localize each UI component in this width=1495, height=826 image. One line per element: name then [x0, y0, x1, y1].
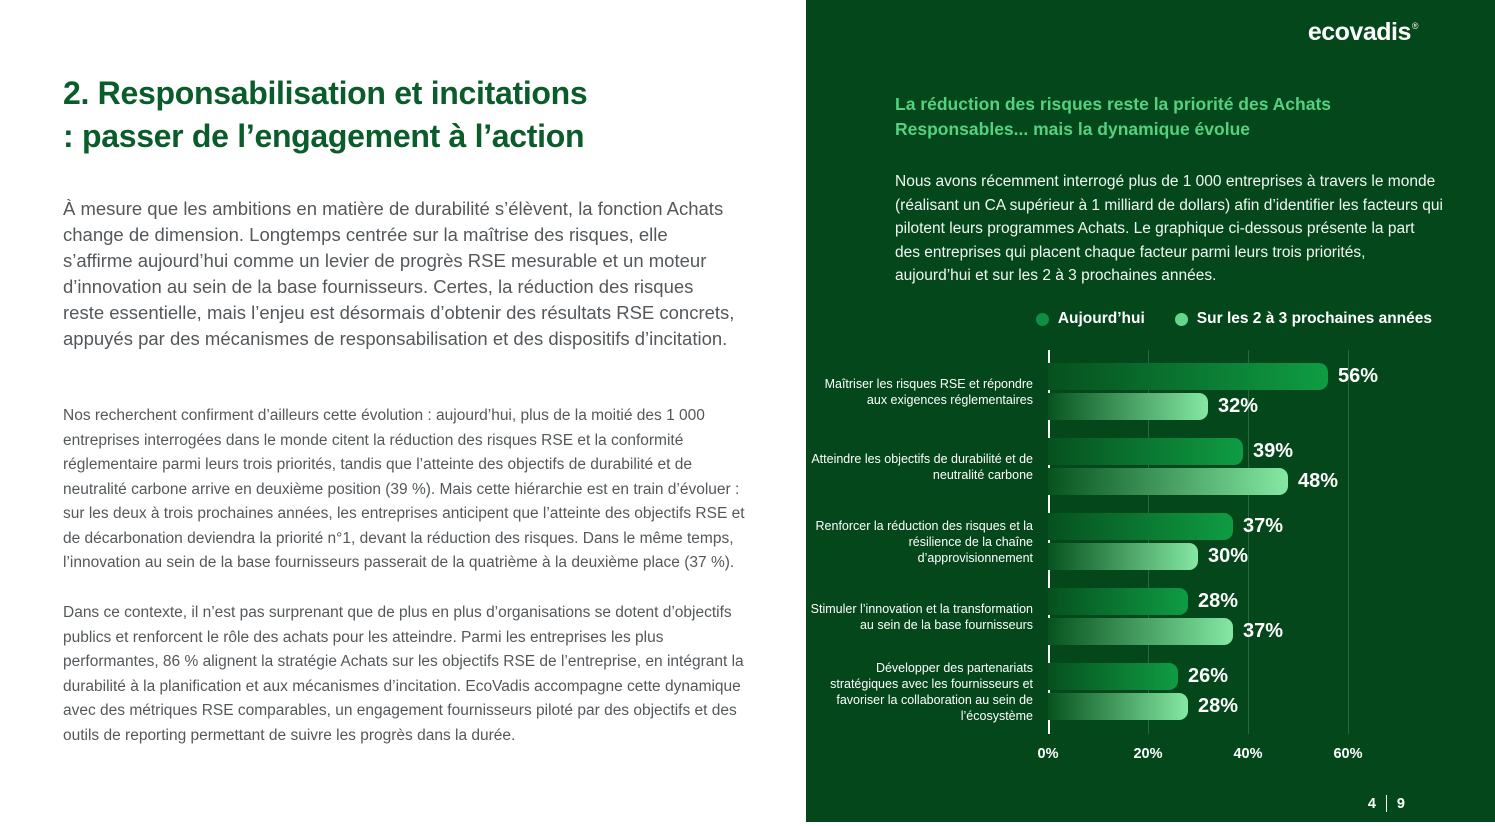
chart-row — [806, 654, 1495, 729]
bar-value-label: 28% — [1198, 590, 1239, 612]
page-number: 9 — [1396, 795, 1405, 812]
bar-line — [1048, 513, 1495, 540]
bar-value-label: 37% — [1243, 620, 1284, 642]
bar-today — [1048, 513, 1233, 540]
category-label: Maîtriser les risques RSE et répondre aux exigences réglementaires — [824, 376, 1033, 407]
bar-future — [1048, 543, 1198, 570]
page-title-line2: : passer de l’engagement à l’action — [63, 118, 585, 154]
footer-divider — [1386, 795, 1387, 812]
bar-today — [1048, 663, 1178, 690]
category-label: Stimuler l’innovation et la transformation au sein de la base fournisseurs — [810, 601, 1033, 632]
bar-line — [1048, 543, 1495, 570]
bar-value-label: 26% — [1188, 665, 1229, 687]
category-label: Atteindre les objectifs de durabilité et de neutralité carbone — [811, 451, 1033, 482]
bar-value-label: 28% — [1198, 695, 1239, 717]
x-tick-label: 0% — [1037, 746, 1059, 762]
bar-future — [1048, 618, 1233, 645]
section-number: 4 — [1367, 795, 1376, 812]
bar-value-label: 56% — [1338, 365, 1379, 387]
chart-row — [806, 429, 1495, 504]
category-label: Renforcer la réduction des risques et la résilience de la chaîne d’approvisionnement — [815, 518, 1033, 565]
chart-row — [806, 354, 1495, 429]
page-footer — [1368, 795, 1405, 812]
x-tick-label: 60% — [1333, 746, 1363, 762]
bar-pair — [1048, 438, 1495, 495]
bar-pair — [1048, 363, 1495, 420]
bar-pair — [1048, 513, 1495, 570]
ecovadis-logo-text: ecovadis — [1307, 18, 1411, 46]
ecovadis-logo — [1308, 18, 1417, 47]
bar-line — [1048, 438, 1495, 465]
bar-value-label: 30% — [1208, 545, 1249, 567]
bar-future — [1048, 468, 1288, 495]
bar-future — [1048, 393, 1208, 420]
bar-pair — [1048, 588, 1495, 645]
page-title — [63, 72, 763, 158]
page-title-line1: 2. Responsabilisation et incitations — [63, 75, 588, 111]
x-tick-label: 40% — [1233, 746, 1263, 762]
bar-line — [1048, 393, 1495, 420]
legend-item-today — [1036, 310, 1145, 328]
bar-value-label: 39% — [1253, 440, 1294, 462]
intro-paragraph: À mesure que les ambitions en matière de durabilité s’élèvent, la fonction Achats change de dimension. Longtemps centrée sur la maîtrise des risques, elle s’affirme aujourd’hui comme un levier de progrès RSE mesurable et un moteur d’innovation au sein de la base fournisseurs. Certes, la réduction des risques reste essentielle, mais l’enjeu est désormais d’obtenir des résultats RSE concrets, appuyés par des mécanismes de responsabilisation et des dispositifs d’incitation. — [63, 198, 735, 349]
bar-chart — [806, 350, 1495, 790]
bar-value-label: 48% — [1298, 470, 1339, 492]
body-paragraph-2: Nos recherchent confirment d’ailleurs cette évolution : aujourd’hui, plus de la moitié des 1 000 entreprises interrogées dans le monde citent la réduction des risques RSE et la conformité réglementaire parmi leurs trois priorités, tandis que l’atteinte des objectifs de durabilité et de neutralité carbone arrive en deuxième position (39 %). Mais cette hiérarchie est en train d’évoluer : sur les deux à trois prochaines années, les entreprises anticipent que l’atteinte des objectifs RSE et de décarbonation deviendra la priorité n°1, devant la réduction des risques. Dans le même temps, l’innovation au sein de la base fournisseurs passerait de la quatrième à la deuxième place (37 %). — [63, 407, 745, 571]
bar-future — [1048, 693, 1188, 720]
category-label: Développer des partenariats stratégiques avec les fournisseurs et favoriser la collaboration au sein de l’écosystème — [830, 660, 1033, 723]
chart-row — [806, 579, 1495, 654]
bar-value-label: 37% — [1243, 515, 1284, 537]
chart-heading: La réduction des risques reste la priorité des Achats Responsables... mais la dynamique évolue — [895, 94, 1332, 139]
legend-dot-today-icon — [1036, 313, 1049, 326]
right-panel — [806, 0, 1495, 822]
bar-today — [1048, 438, 1243, 465]
bar-line — [1048, 588, 1495, 615]
legend-item-future — [1175, 310, 1432, 328]
legend-label-future: Sur les 2 à 3 prochaines années — [1196, 310, 1432, 327]
legend-label-today: Aujourd’hui — [1057, 310, 1145, 327]
registered-mark-icon: ® — [1411, 21, 1418, 31]
chart-description: Nous avons récemment interrogé plus de 1 000 entreprises à travers le monde (réalisant un CA supérieur à 1 milliard de dollars) afin d’identifier les facteurs qui pilotent leurs programmes Achats. Le graphique ci-dessous présente la part des entreprises qui placent chaque facteur parmi leurs trois priorités, aujourd’hui et sur les 2 à 3 prochaines années. — [895, 173, 1443, 284]
chart-row — [806, 504, 1495, 579]
chart-legend — [1036, 310, 1432, 328]
bar-line — [1048, 663, 1495, 690]
bar-chart-rows — [806, 354, 1495, 729]
body-paragraph-3: Dans ce contexte, il n’est pas surprenant que de plus en plus d’organisations se dotent d’objectifs publics et renforcent le rôle des achats pour les atteindre. Parmi les entreprises les plus performantes, 86 % alignent la stratégie Achats sur les objectifs RSE de l’entreprise, en intégrant la durabilité à la planification et aux mécanismes d’incitation. EcoVadis accompagne cette dynamique avec des métriques RSE comparables, un engagement fournisseurs piloté par des objectifs et des outils de reporting permettant de suivre les progrès dans la durée. — [63, 604, 744, 744]
bar-line — [1048, 693, 1495, 720]
x-axis-ticks — [1037, 746, 1453, 768]
x-tick-label: 20% — [1133, 746, 1163, 762]
bar-line — [1048, 468, 1495, 495]
bar-line — [1048, 363, 1495, 390]
bar-line — [1048, 618, 1495, 645]
bar-today — [1048, 363, 1328, 390]
bar-value-label: 32% — [1218, 395, 1259, 417]
bar-pair — [1048, 663, 1495, 720]
bar-today — [1048, 588, 1188, 615]
legend-dot-future-icon — [1175, 313, 1188, 326]
